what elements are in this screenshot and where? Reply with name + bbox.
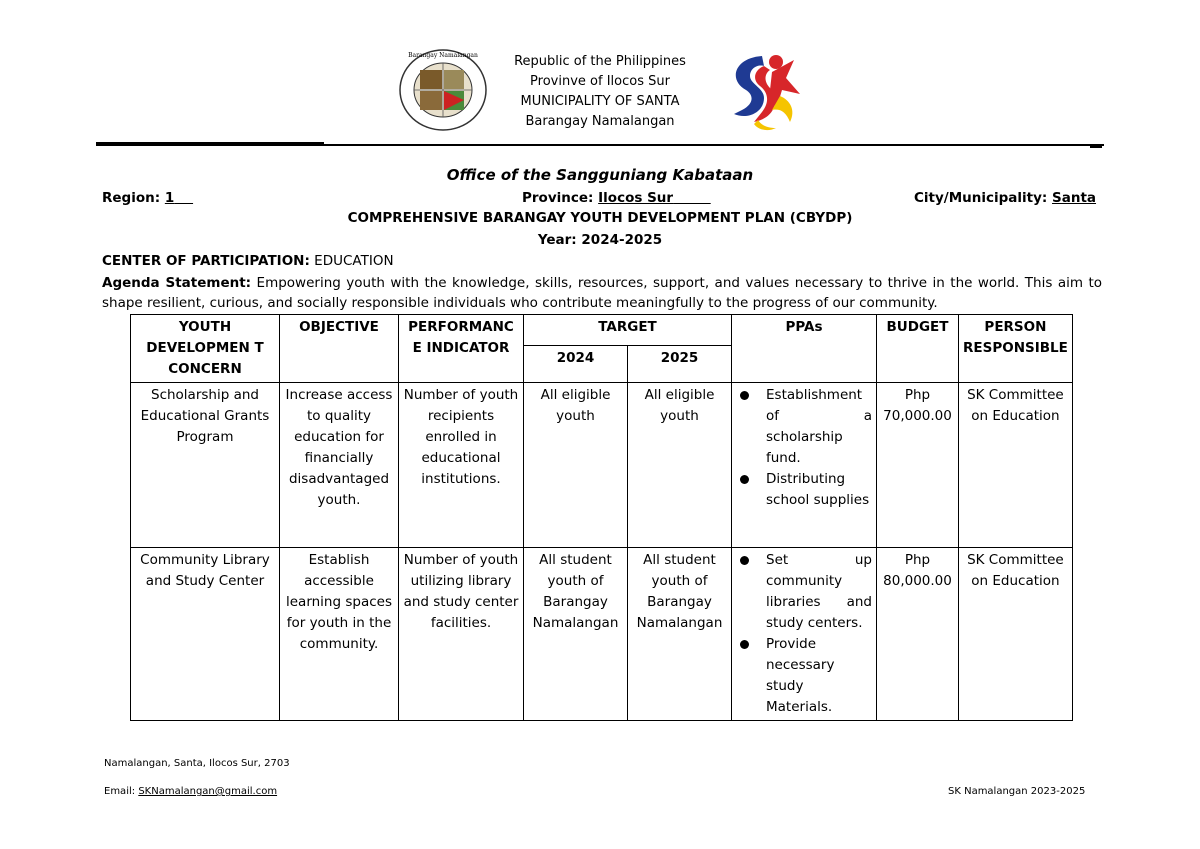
province-field <box>522 190 711 206</box>
email-label: Email: <box>104 786 136 797</box>
row2-objective: Establish accessible learning spaces for youth in the community. <box>280 548 399 721</box>
header-divider-thick <box>96 142 324 146</box>
region-label: Region: <box>102 190 161 206</box>
row2-ppa-1: Set up community libraries and study centers. <box>766 550 872 634</box>
center-value: EDUCATION <box>314 253 394 269</box>
row1-target-2025: All eligible youth <box>628 383 732 548</box>
svg-text:Barangay Namalangan: Barangay Namalangan <box>408 52 478 59</box>
footer-address: Namalangan, Santa, Ilocos Sur, 2703 <box>104 758 290 769</box>
office-title: Office of the Sangguniang Kabataan <box>446 166 754 184</box>
header-target: TARGET <box>524 315 732 346</box>
row1-person: SK Committee on Education <box>959 383 1073 548</box>
province-label: Province: <box>522 190 594 206</box>
row1-indicator: Number of youth recipients enrolled in educational institutions. <box>399 383 524 548</box>
city-value: Santa <box>1052 190 1097 206</box>
row2-ppa-2: Provide necessary study Materials. <box>766 634 872 718</box>
table-row <box>131 548 1073 721</box>
row2-budget: Php 80,000.00 <box>877 548 959 721</box>
header-province: Provinve of Ilocos Sur <box>530 74 670 89</box>
plan-year: Year: 2024-2025 <box>537 232 663 248</box>
city-label: City/Municipality: <box>914 190 1048 206</box>
header-divider-end <box>1090 144 1102 148</box>
row2-target-2024: All student youth of Barangay Namalangan <box>524 548 628 721</box>
sk-logo <box>724 50 804 134</box>
header-budget: BUDGET <box>877 315 959 383</box>
table-row <box>131 383 1073 548</box>
row1-ppa-1: Establishment of a scholarship fund. <box>766 385 872 469</box>
city-field <box>914 190 1096 206</box>
province-value: Ilocos Sur <box>598 190 674 206</box>
header-concern: YOUTH DEVELOPMEN T CONCERN <box>131 315 280 383</box>
header-republic: Republic of the Philippines <box>514 54 686 69</box>
row1-concern: Scholarship and Educational Grants Program <box>131 383 280 548</box>
row1-ppas <box>732 383 877 548</box>
table-header-row <box>131 315 1073 346</box>
row1-target-2024: All eligible youth <box>524 383 628 548</box>
row2-indicator: Number of youth utilizing library and study center facilities. <box>399 548 524 721</box>
agenda-text: Empowering youth with the knowledge, skills, resources, support, and values necessary to thrive in the world. This aim to shape resilient, curious, and socially responsible individuals who contribute meaningfully to the progress of our community. <box>102 275 1102 311</box>
region-value: 1 <box>164 190 175 206</box>
header-barangay: Barangay Namalangan <box>525 114 675 129</box>
header-indicator: PERFORMANC E INDICATOR <box>399 315 524 383</box>
center-of-participation <box>102 253 394 269</box>
footer-right: SK Namalangan 2023-2025 <box>948 786 1086 797</box>
header-2025: 2025 <box>628 345 732 382</box>
header-ppas: PPAs <box>732 315 877 383</box>
header-objective: OBJECTIVE <box>280 315 399 383</box>
row2-concern: Community Library and Study Center <box>131 548 280 721</box>
header-person: PERSON RESPONSIBLE <box>959 315 1073 383</box>
email-link[interactable]: SKNamalangan@gmail.com <box>138 786 278 797</box>
footer-email <box>104 786 277 797</box>
row2-ppas <box>732 548 877 721</box>
row1-objective: Increase access to quality education for financially disadvantaged youth. <box>280 383 399 548</box>
center-label: CENTER OF PARTICIPATION: <box>102 253 310 269</box>
row1-budget: Php 70,000.00 <box>877 383 959 548</box>
agenda-label: Agenda Statement: <box>102 275 252 291</box>
row2-target-2025: All student youth of Barangay Namalangan <box>628 548 732 721</box>
region-field <box>102 190 193 206</box>
header-municipality: MUNICIPALITY OF SANTA <box>520 94 680 109</box>
row2-person: SK Committee on Education <box>959 548 1073 721</box>
cbydp-table <box>130 314 1073 721</box>
header-2024: 2024 <box>524 345 628 382</box>
row1-ppa-2: Distributing school supplies <box>766 469 872 511</box>
plan-title: COMPREHENSIVE BARANGAY YOUTH DEVELOPMENT PLAN (CBYDP) <box>347 210 853 226</box>
agenda-statement <box>102 273 1102 313</box>
